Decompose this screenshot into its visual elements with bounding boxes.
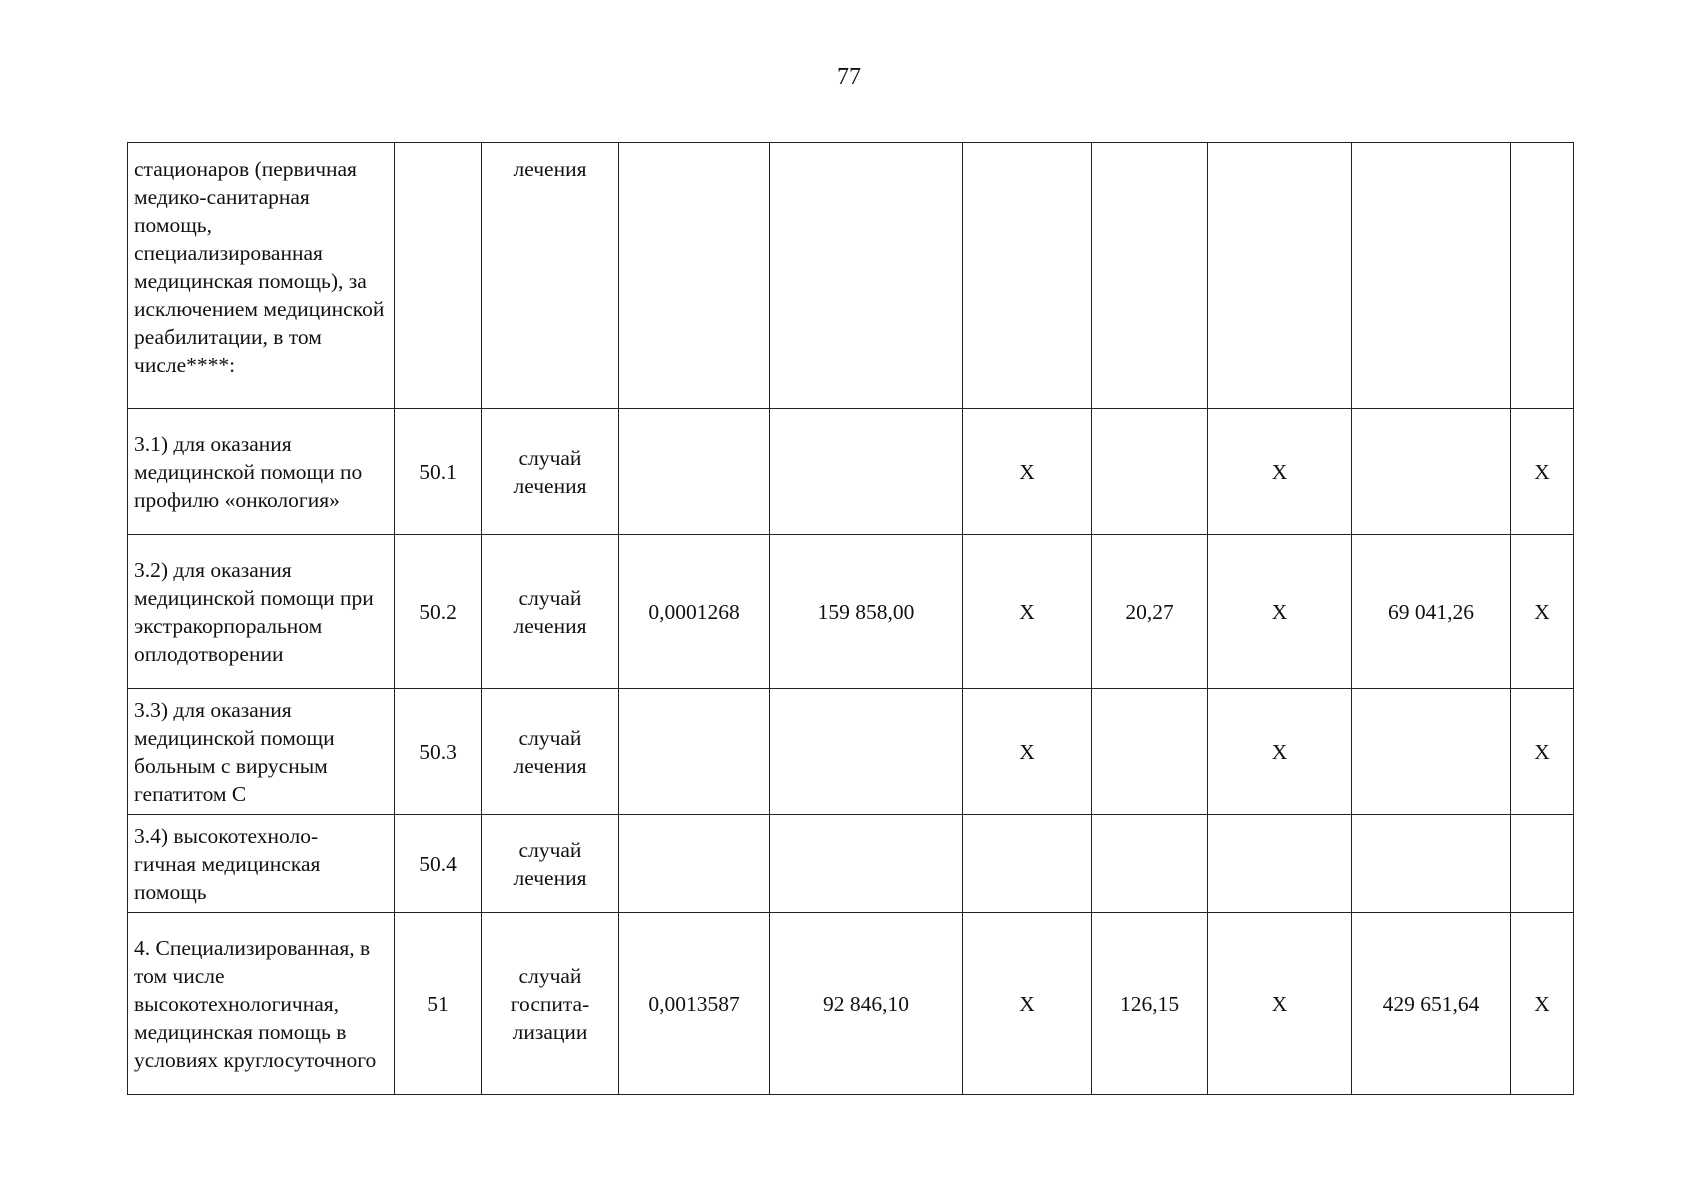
value-cell bbox=[1092, 815, 1208, 913]
row-name-cell: 3.1) для оказания медицинской помощи по профилю «онкология» bbox=[128, 409, 395, 535]
data-table bbox=[127, 142, 1574, 1095]
value-cell: X bbox=[1511, 689, 1574, 815]
value-cell: X bbox=[1511, 913, 1574, 1095]
table-row bbox=[128, 143, 1574, 409]
unit-cell: случай лечения bbox=[482, 409, 619, 535]
value-cell: X bbox=[963, 535, 1092, 689]
value-cell bbox=[1352, 143, 1511, 409]
value-cell bbox=[619, 143, 770, 409]
value-cell bbox=[1092, 143, 1208, 409]
row-name-cell: 3.3) для оказания медицинской помощи больным с вирусным гепатитом C bbox=[128, 689, 395, 815]
value-cell bbox=[619, 409, 770, 535]
value-cell: 0,0001268 bbox=[619, 535, 770, 689]
code-cell: 50.3 bbox=[395, 689, 482, 815]
value-cell bbox=[1092, 689, 1208, 815]
value-cell: X bbox=[1208, 409, 1352, 535]
value-cell bbox=[963, 815, 1092, 913]
value-cell: X bbox=[1208, 913, 1352, 1095]
value-cell: 0,0013587 bbox=[619, 913, 770, 1095]
value-cell bbox=[1352, 409, 1511, 535]
table-row bbox=[128, 913, 1574, 1095]
value-cell bbox=[1208, 143, 1352, 409]
value-cell: X bbox=[963, 689, 1092, 815]
value-cell bbox=[770, 409, 963, 535]
row-name-cell: 3.2) для оказания медицинской помощи при экстракорпоральном оплодотворении bbox=[128, 535, 395, 689]
value-cell bbox=[619, 815, 770, 913]
value-cell bbox=[1511, 143, 1574, 409]
row-name-cell: 4. Специализированная, в том числе высокотехнологичная, медицинская помощь в условиях круглосуточного bbox=[128, 913, 395, 1095]
value-cell bbox=[1208, 815, 1352, 913]
value-cell: 126,15 bbox=[1092, 913, 1208, 1095]
value-cell: X bbox=[963, 409, 1092, 535]
value-cell bbox=[770, 689, 963, 815]
code-cell: 50.4 bbox=[395, 815, 482, 913]
value-cell bbox=[619, 689, 770, 815]
value-cell: X bbox=[1208, 689, 1352, 815]
value-cell: X bbox=[963, 913, 1092, 1095]
unit-cell: случай лечения bbox=[482, 689, 619, 815]
unit-cell: лечения bbox=[482, 143, 619, 409]
code-cell: 51 bbox=[395, 913, 482, 1095]
value-cell: 429 651,64 bbox=[1352, 913, 1511, 1095]
value-cell: 92 846,10 bbox=[770, 913, 963, 1095]
table-row bbox=[128, 409, 1574, 535]
value-cell bbox=[770, 143, 963, 409]
value-cell: 159 858,00 bbox=[770, 535, 963, 689]
value-cell: X bbox=[1511, 409, 1574, 535]
unit-cell: случай госпита- лизации bbox=[482, 913, 619, 1095]
table-row bbox=[128, 689, 1574, 815]
value-cell bbox=[1352, 689, 1511, 815]
value-cell bbox=[1352, 815, 1511, 913]
code-cell: 50.2 bbox=[395, 535, 482, 689]
value-cell bbox=[770, 815, 963, 913]
value-cell bbox=[1511, 815, 1574, 913]
value-cell bbox=[963, 143, 1092, 409]
unit-cell: случай лечения bbox=[482, 815, 619, 913]
value-cell: X bbox=[1208, 535, 1352, 689]
unit-cell: случай лечения bbox=[482, 535, 619, 689]
row-name-cell: 3.4) высокотехноло- гичная медицинская помощь bbox=[128, 815, 395, 913]
value-cell: 20,27 bbox=[1092, 535, 1208, 689]
code-cell: 50.1 bbox=[395, 409, 482, 535]
value-cell: X bbox=[1511, 535, 1574, 689]
page-number: 77 bbox=[837, 64, 861, 90]
code-cell bbox=[395, 143, 482, 409]
value-cell: 69 041,26 bbox=[1352, 535, 1511, 689]
value-cell bbox=[1092, 409, 1208, 535]
table-row bbox=[128, 535, 1574, 689]
table-row bbox=[128, 815, 1574, 913]
row-name-cell: стационаров (первичная медико-санитарная помощь, специализированная медицинская помощь), за исключением медицинской реабилитации, в том числе****: bbox=[128, 143, 395, 409]
